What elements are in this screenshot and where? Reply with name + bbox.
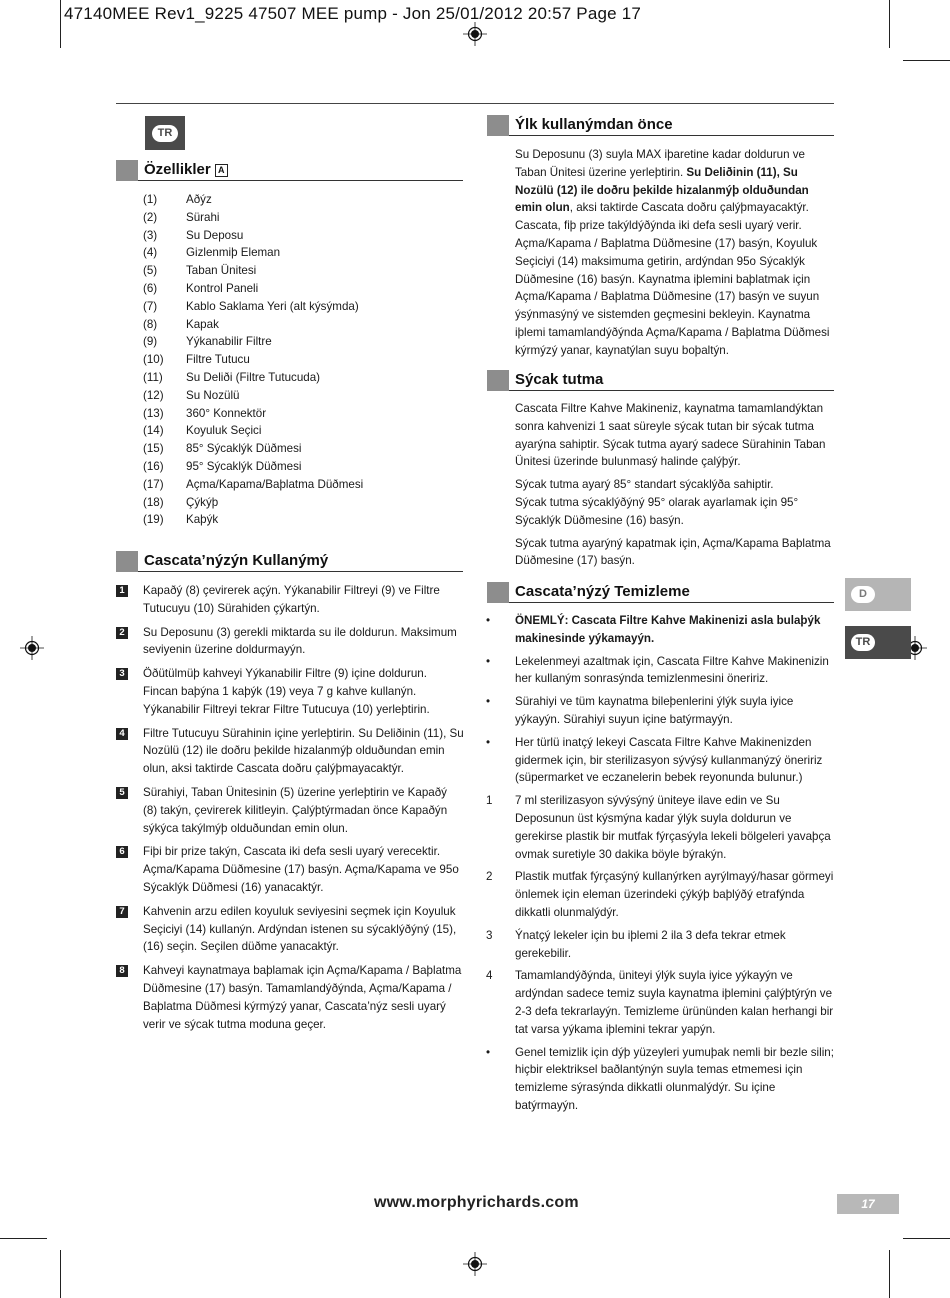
step-number-box: 3 bbox=[116, 668, 128, 680]
first-use-body bbox=[515, 146, 835, 365]
feature-number: (18) bbox=[143, 495, 164, 509]
feature-label: Kablo Saklama Yeri (alt kýsýmda) bbox=[186, 299, 359, 313]
registration-mark-icon bbox=[20, 636, 44, 660]
feature-number: (2) bbox=[143, 210, 158, 224]
cleaning-text: Lekelenmeyi azaltmak için, Cascata Filtre Kahve Makinenizin her kullaným sonrasýnda temizlenmesini öneririz. bbox=[515, 654, 829, 686]
feature-item bbox=[143, 422, 363, 440]
usage-step bbox=[116, 725, 464, 778]
cleaning-text: Tamamlandýðýnda, üniteyi ýlýk suyla iyice yýkayýn ve ardýndan sadece temiz suyla kaynatma iþlemini çalýþtýrýn ve 2-3 defa tekrarlayýn. Temizleme ürününden kalan herhangi bir tat varsa yýkama iþlemini tekrar yapýn. bbox=[515, 969, 834, 1036]
feature-label: Sürahi bbox=[186, 210, 220, 224]
feature-label: Taban Ünitesi bbox=[186, 264, 257, 278]
feature-number: (7) bbox=[143, 299, 158, 313]
footer-url: www.morphyrichards.com bbox=[374, 1194, 579, 1211]
feature-number: (19) bbox=[143, 513, 164, 527]
cleaning-marker: 2 bbox=[486, 870, 493, 884]
feature-number: (15) bbox=[143, 442, 164, 456]
usage-step bbox=[116, 962, 464, 1033]
cleaning-text: 7 ml sterilizasyon sývýsýný üniteye ilave edin ve Su Deposunun üst kýsmýna kadar ýlýk suyla doldurun ve gerekirse plastik bir mutfak fýrçasýyla lekeli bölgeleri yavaþça ovmak suretiyle 30 dakika böyle býrakýn. bbox=[515, 794, 831, 861]
cleaning-text: Genel temizlik için dýþ yüzeyleri yumuþak nemli bir bezle silin; hiçbir elektriksel baðlantýnýn suyla temas etmemesi için temizleme sýrasýnda dikkatli olunmalýdýr. Su içine batýrmayýn. bbox=[515, 1045, 834, 1112]
usage-title: Cascata’nýzýn Kullanýmý bbox=[144, 552, 329, 569]
feature-label: Koyuluk Seçici bbox=[186, 424, 262, 438]
features-heading bbox=[116, 160, 463, 181]
step-text: Kahveyi kaynatmaya baþlamak için Açma/Kapama / Baþlatma Düðmesine (17) basýn. Tamamlandýðýnda, Açma/Kapama / Baþlatma Düðmesi kýrmýzý yanar, Cascata’nýz sesli uyarý verir ve sýcak tutma moduna geçer. bbox=[143, 964, 462, 1031]
usage-step bbox=[116, 665, 464, 718]
feature-label: Filtre Tutucu bbox=[186, 353, 250, 367]
step-text: Kahvenin arzu edilen koyuluk seviyesini seçmek için Koyuluk Seçiciyi (14) kullanýn. Ardýndan istenen su sýcaklýðýný (15),(16) seçin. Seçilen düðme yanacaktýr. bbox=[143, 904, 457, 954]
header-rule bbox=[116, 103, 834, 104]
feature-item bbox=[143, 333, 363, 351]
step-number-box: 7 bbox=[116, 906, 128, 918]
cleaning-text: ÖNEMLÝ: Cascata Filtre Kahve Makinenizi asla bulaþýk makinesinde yýkamayýn. bbox=[515, 614, 821, 645]
keep-warm-body bbox=[515, 400, 835, 575]
crop-mark bbox=[903, 60, 950, 61]
feature-item bbox=[143, 262, 363, 280]
first-use-text-cont: , aksi taktirde Cascata doðru çalýþmayacaktýr. Cascata, fiþ prize takýldýðýnda iki defa sesli uyarý verir. Açma/Kapama / Baþlatma Düðmesine (17) basýn, Koyuluk Seçiciyi (14) maksimuma getirin, ardýndan 95o Sýcaklýk Düðmesine (16) basýn. Kaynatma iþlemini baþlatmak için Açma/Kapama / Baþlatma Düðmesine (17) basýn ve suyun ýsýnmasýný ve sistemden geçmesini bekleyin. Kaynatma iþlemi tamamlandýðýnda Açma/Kapama / Baþlatma Düðmesi kýrmýzý yanar, kaynatýlan suyu boþaltýn. bbox=[515, 201, 830, 357]
feature-label: Açma/Kapama/Baþlatma Düðmesi bbox=[186, 477, 364, 491]
step-number-box: 1 bbox=[116, 585, 128, 597]
cleaning-title: Cascata’nýzý Temizleme bbox=[515, 583, 690, 600]
feature-label: Çýkýþ bbox=[186, 495, 219, 509]
cleaning-item bbox=[486, 927, 836, 963]
step-number-box: 2 bbox=[116, 627, 128, 639]
step-text: Su Deposunu (3) gerekli miktarda su ile doldurun. Maksimum seviyenin üzerine doldurmayýn. bbox=[143, 625, 457, 657]
feature-number: (5) bbox=[143, 264, 158, 278]
side-tab-d bbox=[845, 578, 911, 611]
cleaning-marker: 3 bbox=[486, 928, 493, 942]
features-list bbox=[143, 191, 363, 529]
feature-label: Yýkanabilir Filtre bbox=[186, 335, 272, 349]
language-badge-label: TR bbox=[152, 125, 178, 142]
step-number-box: 8 bbox=[116, 965, 128, 977]
cleaning-item bbox=[486, 967, 836, 1038]
usage-step bbox=[116, 784, 464, 837]
first-use-text: Su Deposunu (3) suyla MAX iþaretine kadar doldurun ve Taban Ünitesi üzerine yerleþtirin. bbox=[515, 148, 806, 179]
crop-mark bbox=[889, 0, 890, 48]
feature-label: Kontrol Paneli bbox=[186, 281, 259, 295]
feature-number: (12) bbox=[143, 388, 164, 402]
step-number-box: 4 bbox=[116, 728, 128, 740]
step-text: Kapaðý (8) çevirerek açýn. Yýkanabilir Filtreyi (9) ve Filtre Tutucuyu (10) Sürahiden çýkartýn. bbox=[143, 584, 440, 615]
feature-item bbox=[143, 440, 363, 458]
feature-label: 360° Konnektör bbox=[186, 406, 267, 420]
cleaning-item bbox=[486, 653, 836, 689]
cleaning-list bbox=[486, 612, 836, 1120]
feature-label: Kaþýk bbox=[186, 513, 219, 527]
registration-mark-icon bbox=[463, 22, 487, 46]
cleaning-marker: • bbox=[486, 614, 491, 627]
feature-item bbox=[143, 405, 363, 423]
crop-mark bbox=[903, 1238, 950, 1239]
side-tab-tr bbox=[845, 626, 911, 659]
feature-label: Gizlenmiþ Eleman bbox=[186, 246, 281, 260]
cleaning-item bbox=[486, 693, 836, 729]
keep-warm-95: Sýcak tutma sýcaklýðýný 95° olarak ayarlamak için 95° Sýcaklýk Düðmesine (16) basýn. bbox=[515, 495, 799, 527]
first-use-title: Ýlk kullanýmdan önce bbox=[515, 116, 673, 133]
feature-label: 85° Sýcaklýk Düðmesi bbox=[186, 442, 302, 456]
feature-number: (13) bbox=[143, 406, 164, 420]
cleaning-item bbox=[486, 1044, 836, 1115]
feature-label: Su Deposu bbox=[186, 228, 244, 242]
cleaning-item bbox=[486, 792, 836, 863]
feature-number: (14) bbox=[143, 424, 164, 438]
first-use-heading bbox=[487, 115, 834, 136]
usage-step bbox=[116, 582, 464, 618]
feature-label: Su Nozülü bbox=[186, 388, 240, 402]
features-title: Özellikler bbox=[144, 161, 211, 178]
feature-number: (16) bbox=[143, 459, 164, 473]
step-text: Fiþi bir prize takýn, Cascata iki defa sesli uyarý verecektir. Açma/Kapama Düðmesine (17) basýn. Açma/Kapama ve 95o Sýcaklýk Düðmesi (16) yanacaktýr. bbox=[143, 845, 459, 894]
figure-badge: A bbox=[215, 164, 228, 177]
keep-warm-standard: Sýcak tutma ayarý 85° standart sýcaklýða sahiptir. bbox=[515, 478, 774, 492]
cleaning-marker: • bbox=[486, 695, 491, 709]
side-tab-tr-label: TR bbox=[851, 634, 875, 651]
feature-item bbox=[143, 387, 363, 405]
usage-step bbox=[116, 843, 464, 896]
feature-number: (9) bbox=[143, 335, 158, 349]
feature-item bbox=[143, 209, 363, 227]
usage-step bbox=[116, 624, 464, 660]
cleaning-text: Plastik mutfak fýrçasýný kullanýrken ayrýlmayý/hasar görmeyi önlemek için eleman üzerindeki çýkýþ baþlýðý etrafýnda dikkatli olunmalýdýr. bbox=[515, 870, 834, 919]
cleaning-text: Ýnatçý lekeler için bu iþlemi 2 ila 3 defa tekrar etmek gerekebilir. bbox=[515, 928, 786, 960]
feature-item bbox=[143, 316, 363, 334]
keep-warm-off: Sýcak tutma ayarýný kapatmak için, Açma/Kapama Baþlatma Düðmesine (17) basýn. bbox=[515, 536, 831, 568]
feature-label: Kapak bbox=[186, 317, 219, 331]
feature-item bbox=[143, 227, 363, 245]
cleaning-item bbox=[486, 612, 836, 648]
usage-step bbox=[116, 903, 464, 956]
cleaning-marker: • bbox=[486, 654, 491, 668]
keep-warm-heading bbox=[487, 370, 834, 391]
cleaning-text: Her türlü inatçý lekeyi Cascata Filtre Kahve Makinenizden gidermek için, bir sterilizasyon sývýsý kullanmanýzý öneririz (süpermarket ve eczanelerin bebek reyonunda bulunur.) bbox=[515, 735, 823, 785]
keep-warm-title: Sýcak tutma bbox=[515, 371, 604, 388]
feature-item bbox=[143, 511, 363, 529]
cleaning-marker: • bbox=[486, 735, 491, 749]
feature-number: (6) bbox=[143, 281, 158, 295]
cleaning-marker: 1 bbox=[486, 794, 493, 808]
feature-item bbox=[143, 458, 363, 476]
cleaning-item bbox=[486, 868, 836, 921]
feature-number: (11) bbox=[143, 370, 163, 384]
cleaning-marker: 4 bbox=[486, 969, 493, 983]
print-slug: 47140MEE Rev1_9225 47507 MEE pump - Jon 25/01/2012 20:57 Page 17 bbox=[64, 4, 642, 23]
cleaning-heading bbox=[487, 582, 834, 603]
usage-heading bbox=[116, 551, 463, 572]
keep-warm-paragraph: Cascata Filtre Kahve Makineniz, kaynatma tamamlandýktan sonra kahvenizi 1 saat süreyle sýcak tutan bir sýcak tutma ayarýna sahiptir. Sýcak tutma ayarý sadece Sürahinin Taban Ünitesi üzerinde bulunmasý halinde çalýþýr. bbox=[515, 402, 826, 469]
feature-label: 95° Sýcaklýk Düðmesi bbox=[186, 459, 302, 473]
crop-mark bbox=[889, 1250, 890, 1298]
feature-item bbox=[143, 191, 363, 209]
feature-item bbox=[143, 298, 363, 316]
feature-item bbox=[143, 494, 363, 512]
crop-mark bbox=[60, 0, 61, 48]
feature-item bbox=[143, 244, 363, 262]
step-number-box: 5 bbox=[116, 787, 128, 799]
feature-item bbox=[143, 369, 363, 387]
side-tab-d-label: D bbox=[851, 586, 875, 603]
step-text: Sürahiyi, Taban Ünitesinin (5) üzerine yerleþtirin ve Kapaðý (8) takýn, çevirerek kilitleyin. Çalýþtýrmadan önce Kapaðýn sýkýca takýlmýþ olduðundan emin olun. bbox=[143, 785, 448, 835]
step-text: Filtre Tutucuyu Sürahinin içine yerleþtirin. Su Deliðinin (11), Su Nozülü (12) ile doðru þekilde hizalanmýþ olduðundan emin olun, aksi taktirde Cascata doðru çalýþmayacaktýr. bbox=[143, 726, 464, 776]
feature-item bbox=[143, 476, 363, 494]
step-number-box: 6 bbox=[116, 846, 128, 858]
feature-number: (8) bbox=[143, 317, 158, 331]
feature-number: (4) bbox=[143, 246, 158, 260]
feature-number: (17) bbox=[143, 477, 164, 491]
feature-label: Aðýz bbox=[186, 193, 212, 206]
language-badge bbox=[145, 116, 185, 150]
crop-mark bbox=[0, 1238, 47, 1239]
feature-item bbox=[143, 280, 363, 298]
feature-item bbox=[143, 351, 363, 369]
feature-number: (10) bbox=[143, 353, 164, 367]
registration-mark-icon bbox=[463, 1252, 487, 1276]
feature-label: Su Deliði (Filtre Tutucuda) bbox=[186, 370, 321, 384]
step-text: Öðütülmüþ kahveyi Yýkanabilir Filtre (9) içine doldurun. Fincan baþýna 1 kaþýk (19) veya 7 g kahve kullanýn. Yýkanabilir Filtreyi tekrar Filtre Tutucuya (10) yerleþtirin. bbox=[143, 667, 430, 716]
feature-number: (1) bbox=[143, 193, 158, 206]
usage-steps bbox=[116, 582, 464, 1039]
crop-mark bbox=[60, 1250, 61, 1298]
cleaning-item bbox=[486, 734, 836, 787]
cleaning-text: Sürahiyi ve tüm kaynatma bileþenlerini ýlýk suyla iyice yýkayýn. Sürahiyi suyun içine batýrmayýn. bbox=[515, 695, 794, 726]
feature-number: (3) bbox=[143, 228, 158, 242]
first-use-warning: Su Deliðinin (11), Su Nozülü (12) ile doðru þekilde hizalanmýþ olduðundan emin olun bbox=[515, 165, 809, 215]
cleaning-marker: • bbox=[486, 1045, 491, 1059]
page-number: 17 bbox=[837, 1194, 899, 1214]
